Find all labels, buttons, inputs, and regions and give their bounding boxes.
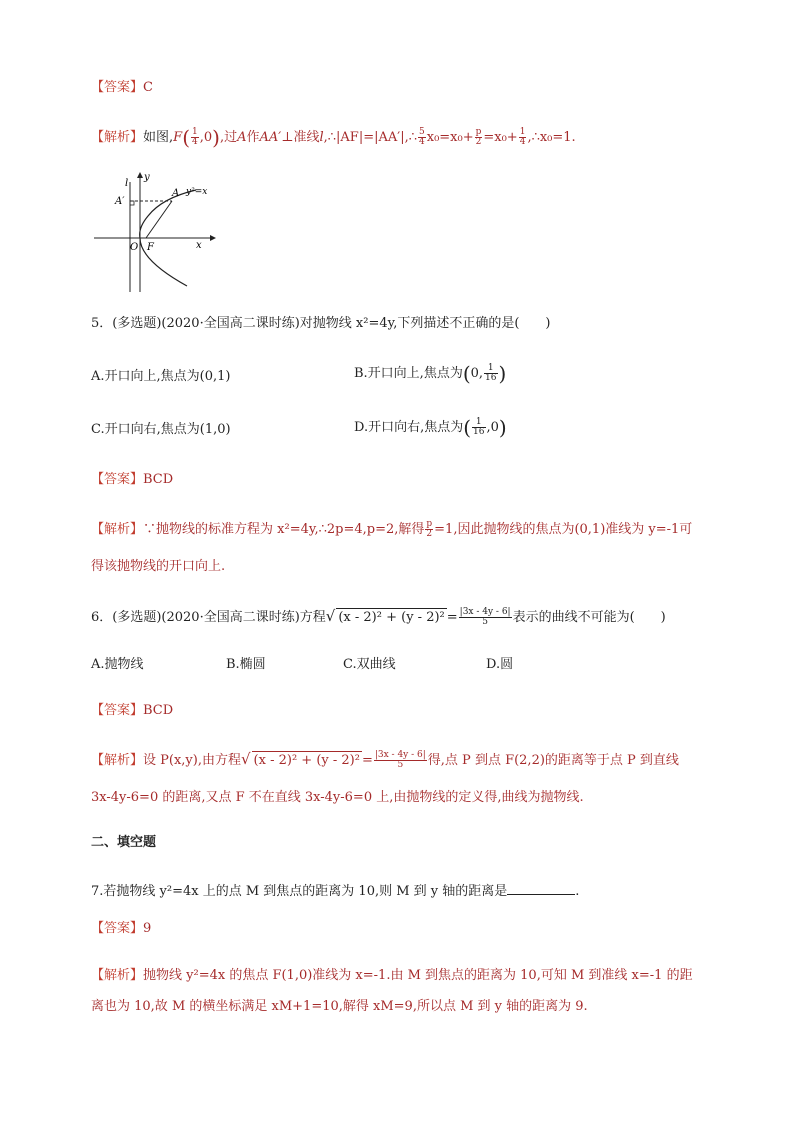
fraction: $\frac{5}{4}$ — [419, 127, 425, 147]
answer-tag: 【答案】 — [91, 80, 144, 95]
point-f: F — [173, 130, 183, 145]
fraction: $\frac{p}{2}$ — [475, 127, 482, 147]
q5-option-b: B.开口向上,焦点为(0, $\frac{1}{16}$ ) — [354, 361, 507, 386]
q6-answer: 【答案】BCD — [91, 703, 174, 718]
right-angle-mark — [130, 201, 134, 205]
q6-option-c: C.双曲线 — [343, 657, 396, 672]
q4-answer — [91, 79, 153, 97]
fraction: $\frac{1}{4}$ — [519, 127, 526, 147]
q5-answer — [91, 471, 173, 489]
q5-option-d: D.开口向右,焦点为( $\frac{1}{16}$ ,0) — [354, 415, 507, 440]
label-a: A — [172, 188, 180, 199]
q5-analysis-line2: 得该抛物线的开口向上. — [91, 559, 226, 574]
q6-option-b: B.椭圆 — [226, 657, 266, 672]
q5-stem: 5．(多选题)(2020·全国高二课时练)对抛物线 x²=4y,下列描述不正确的是( ) — [91, 316, 551, 331]
q7-analysis-line2: 离也为 10,故 M 的横坐标满足 xM+1=10,解得 xM=9,所以点 M 到 y 轴的距离为 9. — [91, 999, 588, 1014]
q5-analysis-line1: 【解析】∵抛物线的标准方程为 x²=4y,∴2p=4,p=2,解得 $\frac{p}{2}$ =1,因此抛物线的焦点为(0,1)准线为 y=-1可 — [91, 519, 693, 539]
label-o: O — [130, 242, 139, 253]
q6-option-d: D.圆 — [486, 657, 514, 672]
q7-analysis-line1: 【解析】抛物线 y²=4x 的焦点 F(1,0)准线为 x=-1.由 M 到焦点的距离为 10,可知 M 到准线 x=-1 的距 — [91, 968, 693, 983]
parabola-figure — [92, 168, 222, 298]
q6-analysis-line2: 3x-4y-6=0 的距离,又点 F 不在直线 3x-4y-6=0 上,由抛物线的定义得,曲线为抛物线. — [91, 790, 584, 805]
answer-value: C — [143, 80, 153, 95]
q6-analysis-line1: 【解析】设 P(x,y),由方程√ (x - 2)² + (y - 2)² = $\frac{|3x - 4y - 6|}{5}$ 得,点 P 到点 F(2,2)的距离等于点 P 到直线 — [91, 750, 679, 770]
segment-af — [146, 201, 172, 238]
q6-option-a: A.抛物线 — [91, 657, 144, 672]
q7-stem: 7.若抛物线 y²=4x 上的点 M 到焦点的距离为 10,则 M 到 y 轴的距离是 . — [91, 884, 580, 899]
label-curve: y²=x — [186, 187, 208, 197]
q5-option-a: A.开口向上,焦点为(0,1) — [91, 369, 231, 384]
analysis-tag: 【解析】 — [91, 130, 144, 145]
answer-tag: 【答案】 — [91, 472, 144, 487]
q4-analysis: 【解析】如图,F( $\frac{1}{4}$ ,0),过A作AA′⊥准线l,∴|AF|=|AA′|,∴ $\frac{5}{4}$ x₀=x₀+ $\frac{p}{2}$ =x₀+ $\frac{1}{4}$ ,∴x₀=1. — [91, 125, 576, 150]
q6-stem: 6．(多选题)(2020·全国高二课时练)方程√ (x - 2)² + (y - 2)² = $\frac{|3x - 4y - 6|}{5}$ 表示的曲线不可能为( ) — [91, 607, 666, 627]
y-axis-arrow — [137, 172, 143, 178]
label-y: y — [144, 172, 150, 183]
analysis-text: 如图, — [143, 130, 174, 145]
answer-value: BCD — [143, 472, 174, 487]
x-axis-arrow — [210, 235, 216, 241]
q7-answer: 【答案】9 — [91, 921, 152, 936]
label-x: x — [196, 240, 202, 251]
fraction: $\frac{1}{4}$ — [192, 127, 198, 147]
label-l: l — [125, 178, 129, 189]
label-a-prime: A′ — [115, 196, 125, 207]
q5-option-c: C.开口向右,焦点为(1,0) — [91, 422, 231, 437]
section-title: 二、填空题 — [91, 835, 157, 850]
answer-blank[interactable] — [507, 882, 575, 895]
label-f: F — [147, 242, 154, 253]
